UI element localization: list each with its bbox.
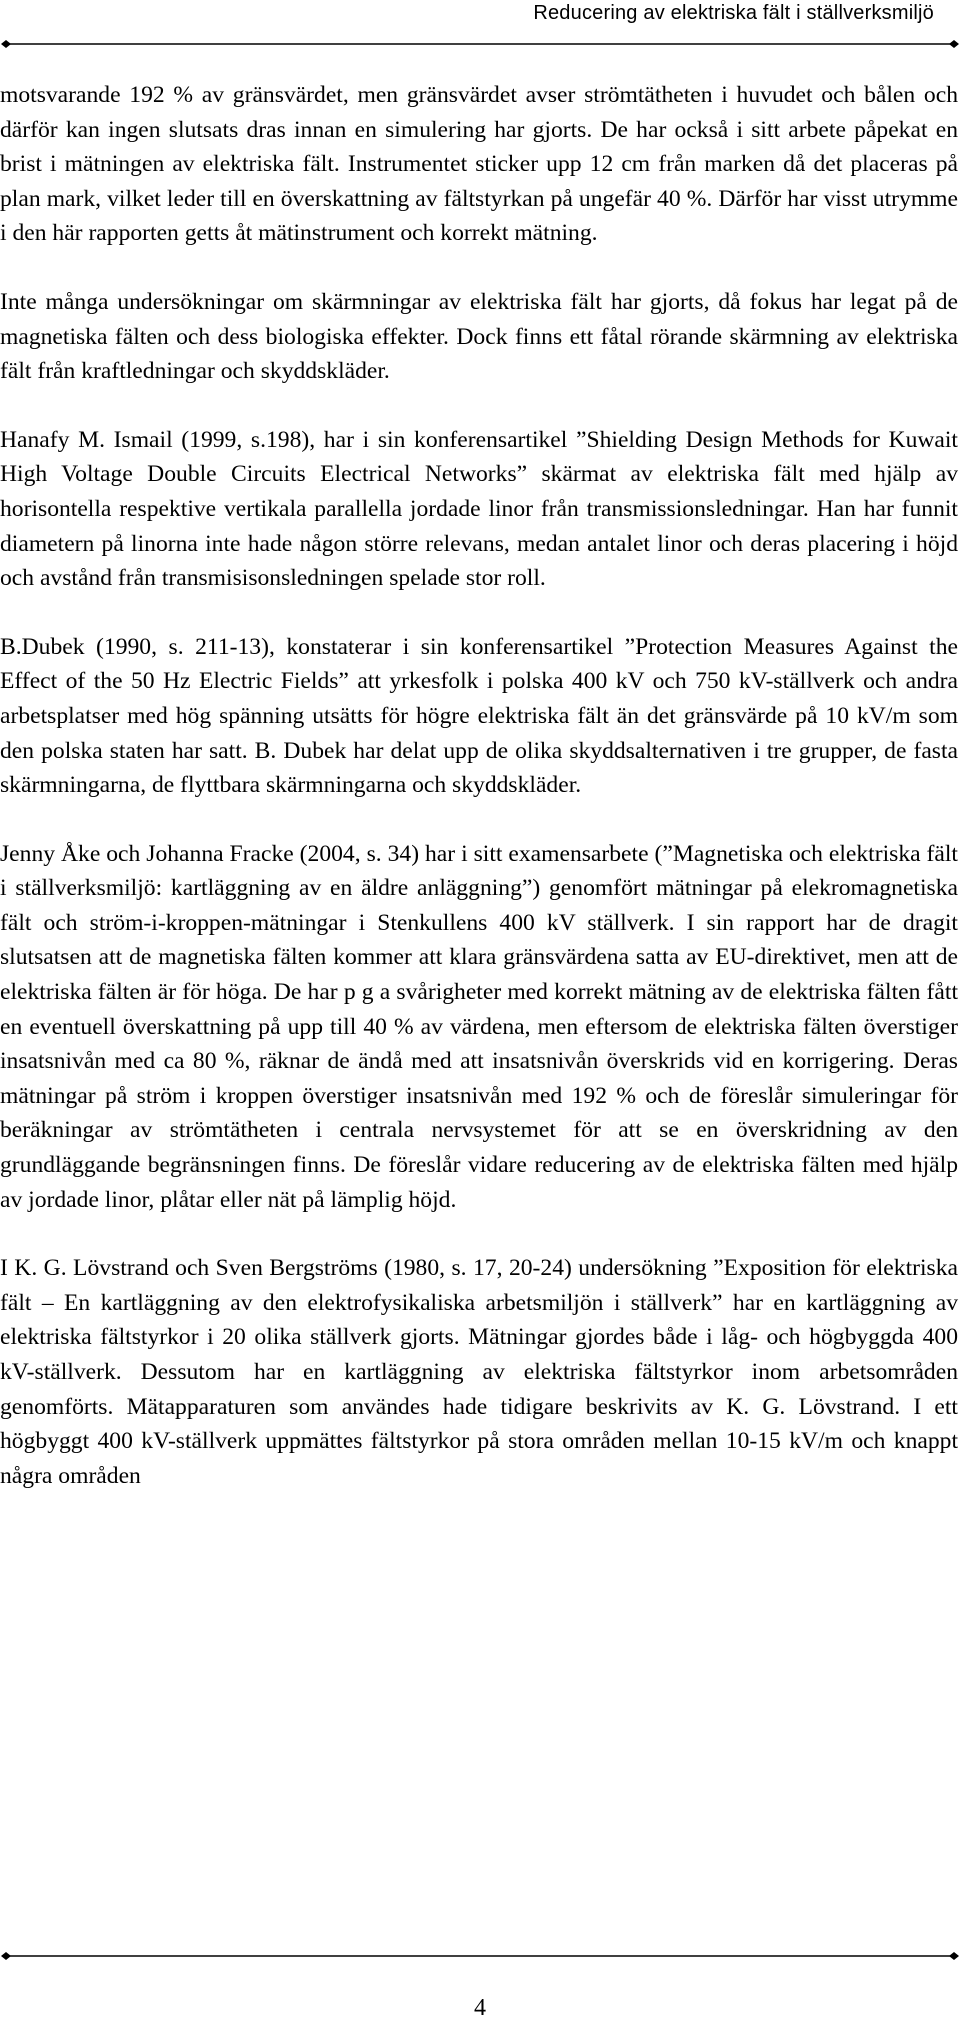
- paragraph-2: Inte många undersökningar om skärmningar av elektriska fält har gjorts, då fokus har legat på de magnetiska fälten och dess biologiska effekter. Dock finns ett fåtal rörande skärmning av elektriska fält från kraftledningar och skyddskläder.: [0, 288, 958, 385]
- paragraph-1: motsvarande 192 % av gränsvärdet, men gränsvärdet avser strömtätheten i huvudet och bålen och därför kan ingen slutsats dras innan en simulering har gjorts. De har också i sitt arbete påpekat en brist i mätningen av elektriska fält. Instrumentet sticker upp 12 cm från marken då det placeras på plan mark, vilket leder till en överskattning av fältstyrkan på ungefär 40 %. Därför har visst utrymme i den här rapporten getts åt mätinstrument och korrekt mätning.: [0, 82, 958, 247]
- running-title: Reducering av elektriska fält i ställverksmiljö: [533, 2, 934, 24]
- footer-rule: [0, 1938, 960, 1974]
- paragraph-3: Hanafy M. Ismail (1999, s.198), har i sin konferensartikel ”Shielding Design Methods for Kuwait High Voltage Double Circuits Electrical Networks” skärmat av elektriska fält med hjälp av horisontella respektive vertikala parallella jordade linor från transmissionsledningar. Han har funnit diametern på linorna inte hade någon större relevans, medan antalet linor och deras placering i höjd och avstånd från transmisisonsledningen spelade stor roll.: [0, 426, 958, 592]
- paragraph-6: I K. G. Lövstrand och Sven Bergströms (1980, s. 17, 20-24) undersökning ”Exposition för elektriska fält – En kartläggning av den elektrofysikaliska arbetsmiljön i ställverk” har en kartläggning av elektriska fältstyrkor i 20 olika ställverk gjorts. Mätningar gjordes både i låg- och högbyggda 400 kV-ställverk. Dessutom har en kartläggning av elektriska fältstyrkor inom arbetsområden genomförts. Mätapparaturen som användes hade tidigare beskrivits av K. G. Lövstrand. I ett högbyggt 400 kV-ställverk uppmättes fältstyrkor på stora områden mellan 10-15 kV/m och knappt några områden: [0, 1255, 958, 1489]
- body-text: [0, 78, 958, 1527]
- header-rule: [0, 26, 960, 62]
- paragraph-5: Jenny Åke och Johanna Fracke (2004, s. 34) har i sitt examensarbete (”Magnetiska och elektriska fält i ställverksmiljö: kartläggning av en äldre anläggning”) genomfört mätningar på elekromagnetiska fält och ström-i-kroppen-mätningar i Stenkullens 400 kV ställverk. I sin rapport har de dragit slutsatsen att de magnetiska fälten kommer att klara gränsvärdena satta av EU-direktivet, men att de elektriska fälten är för höga. De har p g a svårigheter med korrekt mätning av de elektriska fälten fått en eventuell överskattning på upp till 40 % av värdena, men eftersom de elektriska fälten överstiger insatsnivån med ca 80 %, räknar de ändå med att insatsnivån överskrids vid en korrigering. Deras mätningar på ström i kroppen överstiger insatsnivån med 192 % och de föreslår simuleringar för beräkningar av strömtätheten i centrala nervsystemet för att se en överskridning av den grundläggande begränsningen finns. De föreslår vidare reducering av de elektriska fälten med hjälp av jordade linor, plåtar eller nät på lämplig höjd.: [0, 840, 958, 1213]
- paragraph-4: B.Dubek (1990, s. 211-13), konstaterar i sin konferensartikel ”Protection Measures Against the Effect of the 50 Hz Electric Fields” att yrkesfolk i polska 400 kV och 750 kV-ställverk och andra arbetsplatser med hög spänning utsätts för högre elektriska fält än det gränsvärde på 10 kV/m som den polska staten har satt. B. Dubek har delat upp de olika skyddsalternativen i tre grupper, de fasta skärmningarna, de flyttbara skärmningarna och skyddskläder.: [0, 633, 958, 799]
- page-number: 4: [474, 1995, 486, 2021]
